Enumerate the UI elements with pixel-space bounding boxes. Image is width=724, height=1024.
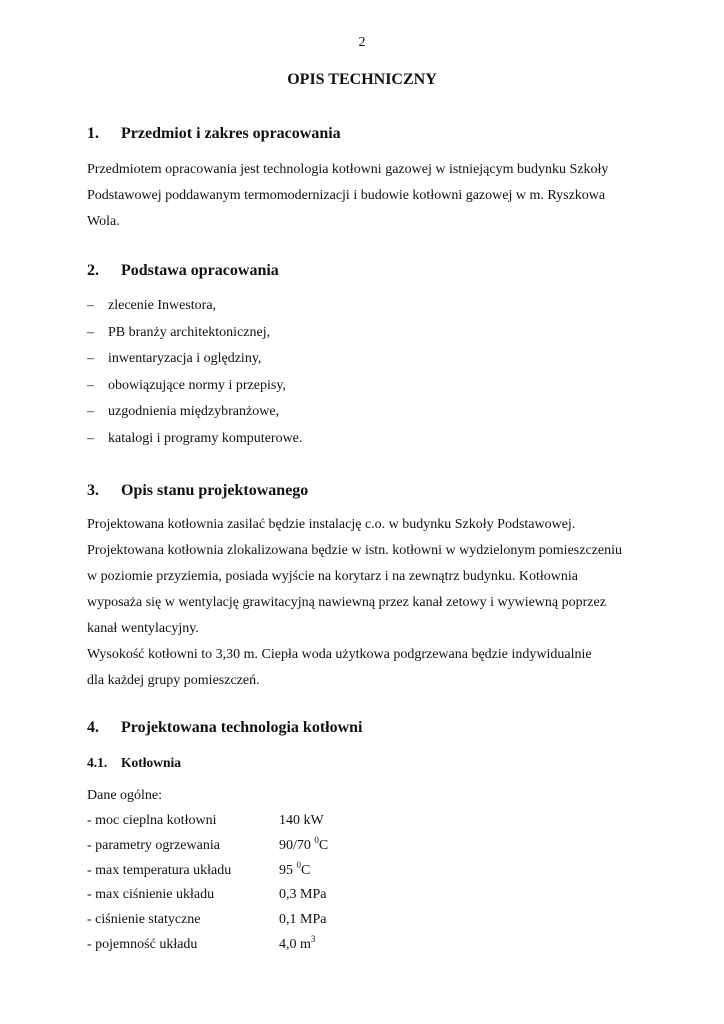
paragraph-line: Projektowana kotłownia zlokalizowana będzie w istn. kotłowni w wydzielonym pomieszczeniu (87, 543, 622, 558)
parameter-value: 4,0 m (279, 936, 311, 952)
parameter-label: - pojemność układu (87, 936, 198, 952)
paragraph-line: Wola. (87, 214, 120, 229)
paragraph-line: w poziomie przyziemia, posiada wyjście na korytarz i na zewnątrz budynku. Kotłownia (87, 569, 579, 584)
dash-bullet: – (87, 404, 94, 419)
paragraph-line: Podstawowej poddawanym termomodernizacji i budowie kotłowni gazowej w m. Ryszkowa (87, 188, 606, 203)
section-4-heading (87, 718, 362, 738)
page-number: 2 (358, 35, 366, 50)
parameter-label: - max temperatura układu (87, 862, 232, 878)
list-item: – katalogi i programy komputerowe. (87, 426, 647, 453)
subsection-4-1-heading (87, 754, 181, 772)
section-title: Opis stanu projektowanego (121, 482, 309, 499)
section-number: 3. (87, 482, 99, 499)
parameter-row: - parametry ogrzewania 90/70 $^0$C (87, 834, 507, 859)
list-item: – zlecenie Inwestora, (87, 293, 647, 320)
paragraph-line: wyposaża się w wentylację grawitacyjną nawiewną przez kanał zetowy i wywiewną poprzez (87, 595, 606, 610)
parameter-value: 90/70 (279, 837, 315, 853)
section-number: 2. (87, 262, 99, 279)
section-title: Przedmiot i zakres opracowania (121, 125, 341, 142)
parameter-label: - parametry ogrzewania (87, 837, 220, 853)
section-1-heading (87, 124, 341, 144)
document-title: OPIS TECHNICZNY (287, 71, 437, 88)
parameter-row (87, 809, 507, 834)
parameter-value: 140 kW (279, 813, 324, 828)
section-number: 4. (87, 719, 99, 736)
subsection-title: Kotłownia (121, 755, 182, 770)
subsection-number: 4.1. (87, 755, 108, 770)
paragraph-line: kanał wentylacyjny. (87, 621, 199, 636)
paragraph-line: dla każdej grupy pomieszczeń. (87, 673, 260, 688)
section-2-heading (87, 261, 279, 281)
dash-bullet: – (87, 351, 94, 366)
parameter-row: - pojemność układu 4,0 $m^3$ (87, 933, 507, 958)
parameter-row (87, 883, 507, 908)
parameter-label: - max ciśnienie układu (87, 887, 215, 903)
section-3-heading (87, 481, 308, 501)
parameter-value: 95 (279, 862, 297, 878)
parameter-label: - moc cieplna kotłowni (87, 813, 217, 828)
dash-bullet: – (87, 324, 94, 340)
list-item: – obowiązujące normy i przepisy, (87, 373, 647, 400)
paragraph-line: Przedmiotem opracowania jest technologia kotłowni gazowej w istniejącym budynku Szkoły (87, 162, 609, 177)
dash-bullet: – (87, 377, 94, 393)
list-item: – PB branży architektonicznej, (87, 320, 647, 347)
parameter-value: 0,1 MPa (279, 912, 327, 928)
general-data-label: Dane ogólne: (87, 788, 163, 803)
section-title: Podstawa opracowania (121, 262, 279, 279)
parameter-value: 0,3 MPa (279, 887, 327, 903)
section-number: 1. (87, 125, 99, 142)
list-item: – uzgodnienia międzybranżowe, (87, 399, 647, 426)
boiler-parameters-list (87, 809, 507, 958)
basis-list (87, 293, 647, 452)
parameter-row (87, 908, 507, 933)
list-item: – inwentaryzacja i oględziny, (87, 346, 647, 373)
parameter-row: - max temperatura układu 95 $^0$C (87, 859, 507, 884)
section-1-paragraph (87, 157, 647, 235)
parameter-label: - ciśnienie statyczne (87, 912, 201, 928)
section-3-paragraph (87, 512, 647, 694)
section-title: Projektowana technologia kotłowni (121, 719, 363, 736)
dash-bullet: – (87, 298, 94, 313)
dash-bullet: – (87, 430, 94, 446)
paragraph-line: Projektowana kotłownia zasilać będzie instalację c.o. w budynku Szkoły Podstawowej. (87, 517, 576, 532)
paragraph-line: Wysokość kotłowni to 3,30 m. Ciepła woda użytkowa podgrzewana będzie indywidualnie (87, 647, 592, 662)
